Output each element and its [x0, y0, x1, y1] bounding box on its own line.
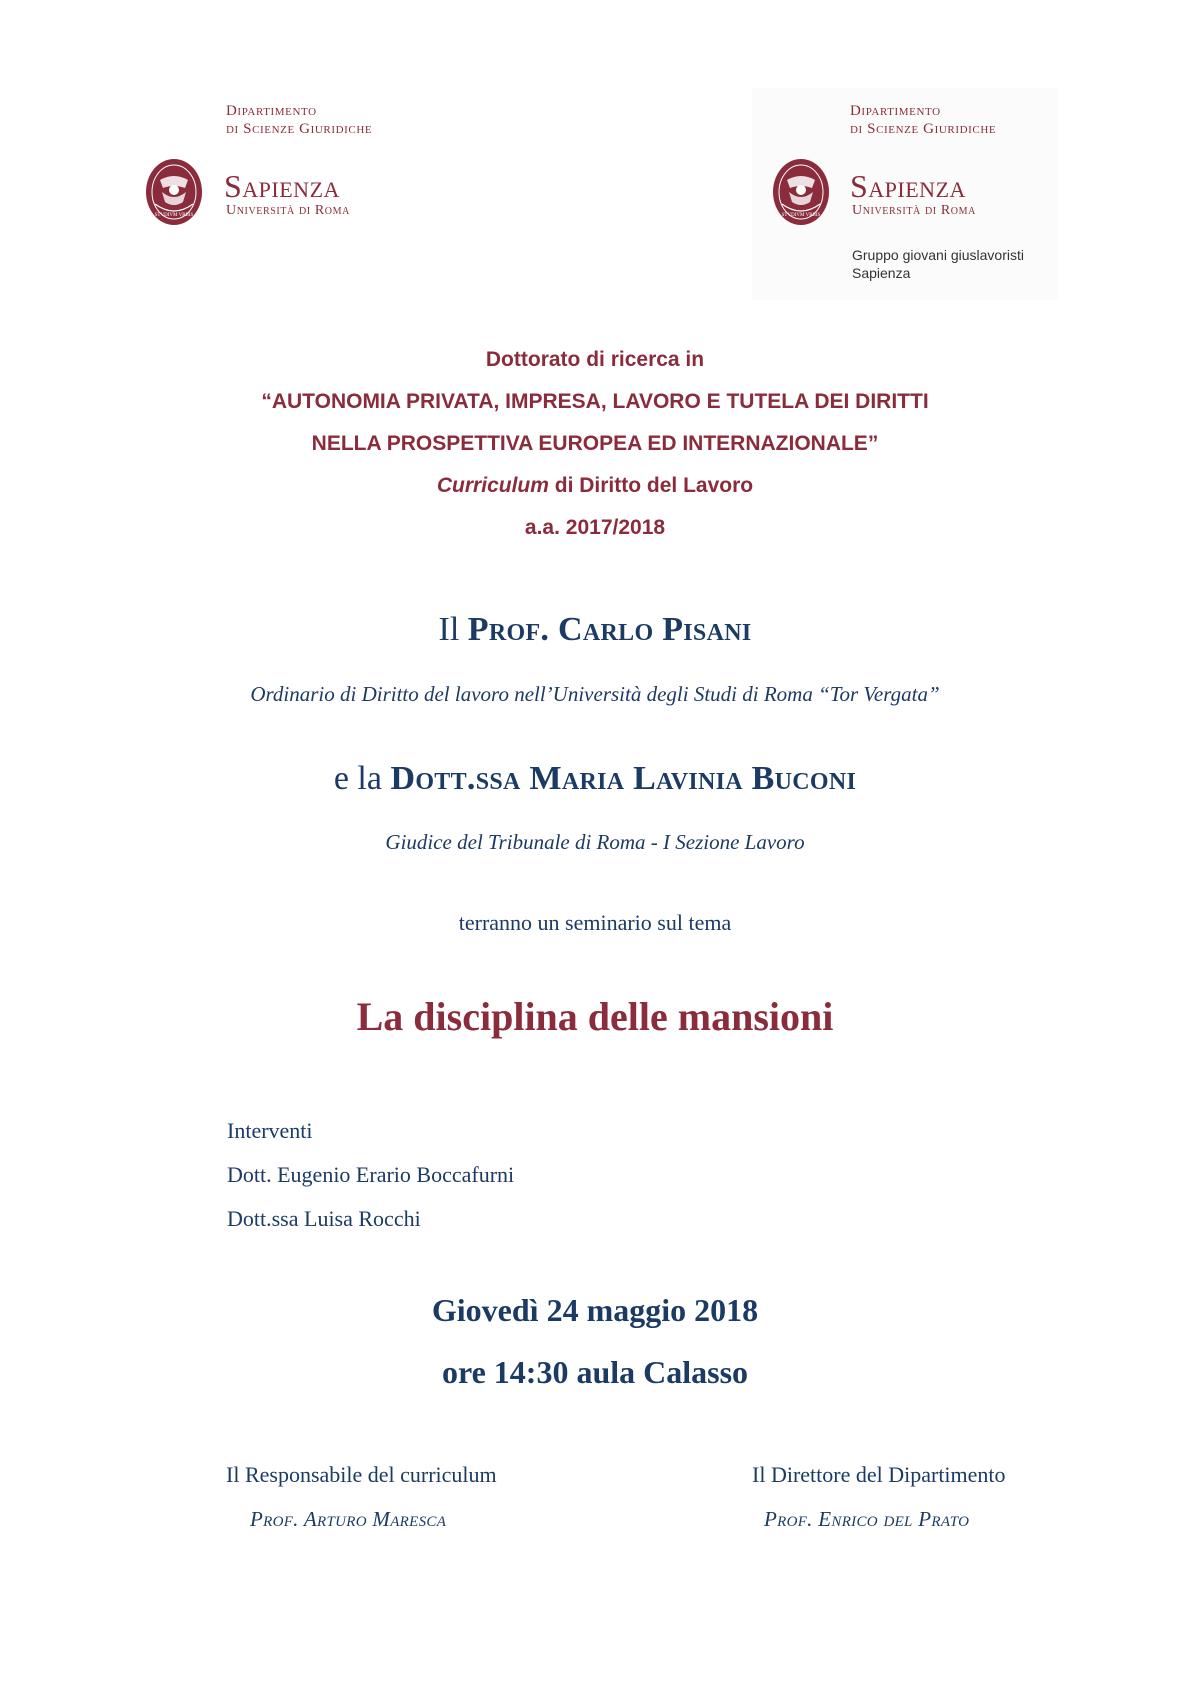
event-time-place: ore 14:30 aula Calasso: [441, 1354, 749, 1390]
group-name-line2: Sapienza: [852, 265, 911, 281]
seminar-topic: La disciplina delle mansioni: [356, 994, 834, 1039]
speaker2-role: Giudice del Tribunale di Roma - I Sezione Lavoro: [385, 830, 805, 854]
program-line1: Dottorato di ricerca in: [485, 348, 705, 371]
speaker2-line: [0, 760, 1190, 798]
right-signature-name: Prof. Enrico del Prato: [764, 1507, 970, 1531]
right-seal-text: STVDIVM VRBIS: [781, 213, 821, 218]
doctorate-program: [0, 339, 1190, 549]
group-name-line1: Gruppo giovani giuslavoristi: [852, 247, 1024, 263]
right-logo: [0, 0, 1190, 300]
speaker1-line: [0, 611, 1190, 649]
event-date: Giovedì 24 maggio 2018: [431, 1292, 759, 1328]
interventi-item: Dott.ssa Luisa Rocchi: [227, 1206, 421, 1231]
program-year: a.a. 2017/2018: [524, 516, 666, 539]
right-university-name: Università di Roma: [852, 203, 976, 218]
curriculum-italic: Curriculum: [436, 474, 549, 497]
speaker1-role: Ordinario di Diritto del lavoro nell’Università degli Studi di Roma “Tor Vergata”: [250, 682, 940, 706]
left-brand-name: Sapienza: [224, 168, 340, 204]
curriculum-rest: di Diritto del Lavoro: [548, 474, 754, 497]
program-curriculum: [0, 465, 1190, 507]
left-seal-text: STVDIVM VRBIS: [154, 213, 194, 218]
speaker2-prefix: e la: [333, 760, 391, 797]
speaker1-name: Prof. Carlo Pisani: [467, 611, 752, 648]
right-dept-line2: di Scienze Giuridiche: [850, 121, 997, 137]
program-line2: “AUTONOMIA PRIVATA, IMPRESA, LAVORO E TUTELA DEI DIRITTI: [261, 390, 929, 413]
left-signature-name: Prof. Arturo Maresca: [250, 1507, 447, 1531]
speaker2-name: Dott.ssa Maria Lavinia Buconi: [390, 760, 857, 797]
left-dept-line1: Dipartimento: [226, 103, 317, 119]
seminar-intro: terranno un seminario sul tema: [458, 910, 732, 935]
left-university-name: Università di Roma: [226, 203, 350, 218]
sapienza-seal-icon: [772, 158, 830, 226]
right-brand-name: Sapienza: [850, 168, 966, 204]
right-dept-line1: Dipartimento: [850, 103, 941, 119]
speaker1-prefix: Il: [438, 611, 468, 648]
left-signature-title: Il Responsabile del curriculum: [226, 1462, 497, 1487]
interventi-item: Dott. Eugenio Erario Boccafurni: [227, 1162, 515, 1187]
left-dept-line2: di Scienze Giuridiche: [226, 121, 373, 137]
interventi-heading: Interventi: [227, 1118, 313, 1143]
right-signature-title: Il Direttore del Dipartimento: [752, 1462, 1006, 1487]
program-line3: NELLA PROSPETTIVA EUROPEA ED INTERNAZIONALE”: [311, 432, 879, 455]
interventi-list: [227, 1109, 514, 1241]
